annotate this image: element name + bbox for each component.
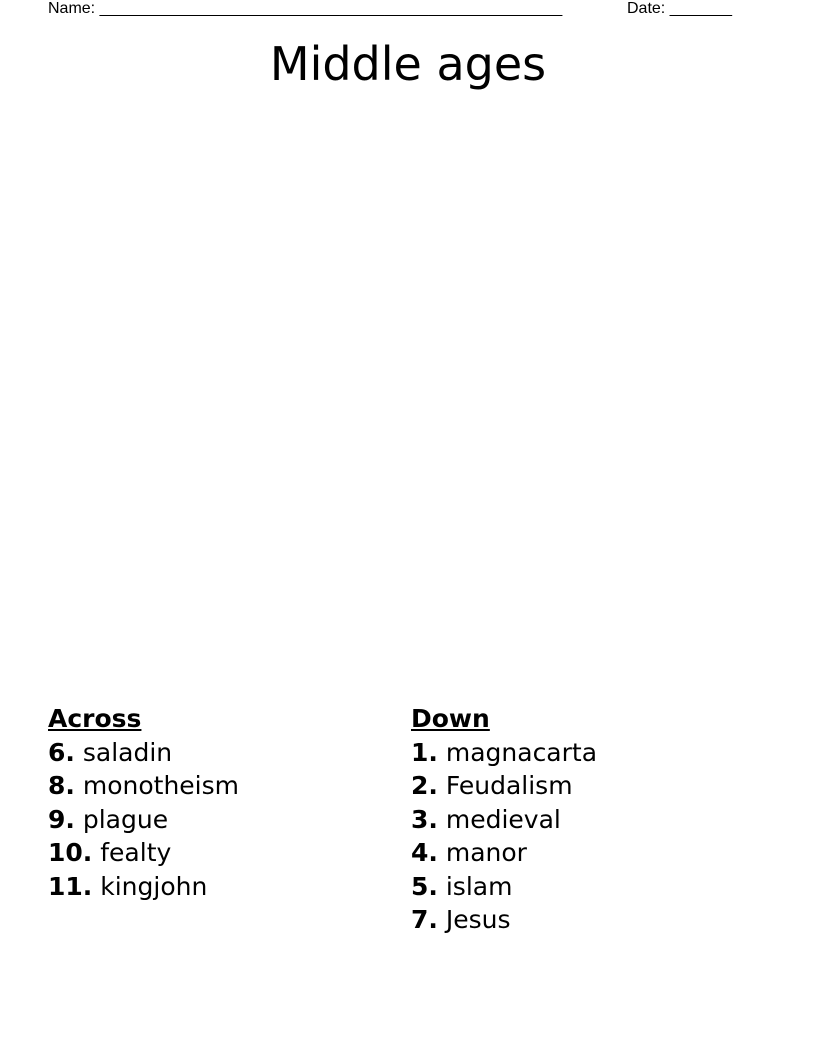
clue-number: 1. xyxy=(411,737,438,767)
across-clues xyxy=(48,702,239,903)
across-clue xyxy=(48,736,239,770)
clue-answer: saladin xyxy=(82,737,173,767)
clue-number: 2. xyxy=(411,771,438,800)
across-heading: Across xyxy=(48,704,142,733)
down-clues xyxy=(411,702,597,937)
clue-answer: manor xyxy=(445,838,527,867)
page-title: Middle ages xyxy=(269,37,547,91)
clue-answer: Jesus xyxy=(445,905,511,934)
across-clue xyxy=(48,836,239,870)
down-clue xyxy=(411,736,597,770)
clue-number: 8. xyxy=(48,771,75,800)
clue-answer: fealty xyxy=(100,838,172,867)
clue-number: 5. xyxy=(411,871,438,901)
clue-number: 3. xyxy=(411,804,438,834)
down-clue xyxy=(411,870,597,904)
clue-number: 9. xyxy=(48,804,75,834)
down-clue xyxy=(411,836,597,870)
across-clue xyxy=(48,803,239,837)
clue-number: 4. xyxy=(411,838,438,867)
clue-answer: islam xyxy=(445,871,513,901)
clue-number: 6. xyxy=(48,737,75,767)
clue-answer: Feudalism xyxy=(445,771,573,800)
clue-number: 11. xyxy=(48,871,93,901)
down-clue xyxy=(411,769,597,803)
clue-answer: plague xyxy=(82,804,169,834)
across-clue xyxy=(48,870,239,904)
down-heading: Down xyxy=(411,704,490,733)
clue-answer: monotheism xyxy=(82,771,239,800)
clue-answer: kingjohn xyxy=(100,871,208,901)
down-clue xyxy=(411,803,597,837)
across-clue xyxy=(48,769,239,803)
date-field-label: Date: _______ xyxy=(627,0,732,17)
clue-number: 10. xyxy=(48,838,93,867)
clue-number: 7. xyxy=(411,905,438,934)
clue-answer: magnacarta xyxy=(445,737,598,767)
clue-answer: medieval xyxy=(445,804,561,834)
name-field-label: Name: ____________________________________________________ xyxy=(48,0,563,17)
down-clue xyxy=(411,903,597,937)
